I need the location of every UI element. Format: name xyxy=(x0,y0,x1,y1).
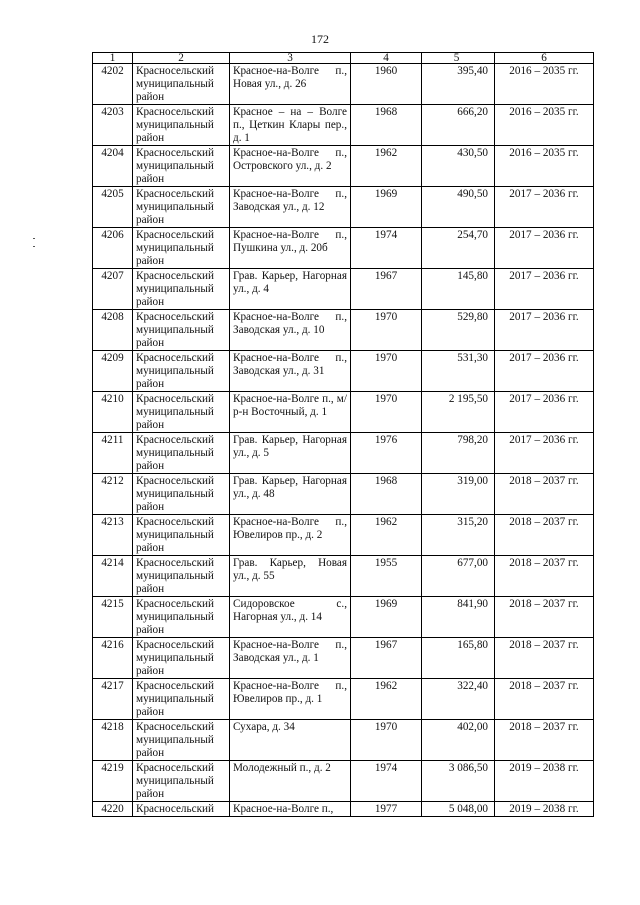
cell-number: 4210 xyxy=(93,392,133,433)
table-row xyxy=(93,720,594,761)
cell-number: 4205 xyxy=(93,187,133,228)
cell-period: 2018 – 2037 гг. xyxy=(495,556,594,597)
cell-period: 2018 – 2037 гг. xyxy=(495,515,594,556)
cell-area: 402,00 xyxy=(422,720,495,761)
cell-address: Грав. Карьер, Нагорная ул., д. 5 xyxy=(230,433,351,474)
cell-address: Красное-на-Волге п., Новая ул., д. 26 xyxy=(230,64,351,105)
cell-area: 430,50 xyxy=(422,146,495,187)
cell-area: 529,80 xyxy=(422,310,495,351)
cell-number: 4215 xyxy=(93,597,133,638)
cell-district: Красносельский муниципальный район xyxy=(133,351,230,392)
cell-number: 4204 xyxy=(93,146,133,187)
cell-district: Красносельский муниципальный район xyxy=(133,269,230,310)
cell-year: 1962 xyxy=(351,146,422,187)
cell-area: 2 195,50 xyxy=(422,392,495,433)
table-row xyxy=(93,556,594,597)
table-row xyxy=(93,515,594,556)
cell-year: 1976 xyxy=(351,433,422,474)
table-row xyxy=(93,433,594,474)
cell-year: 1974 xyxy=(351,761,422,802)
column-header: 4 xyxy=(351,53,422,64)
cell-period: 2016 – 2035 гг. xyxy=(495,64,594,105)
cell-district: Красносельский муниципальный район xyxy=(133,679,230,720)
cell-number: 4216 xyxy=(93,638,133,679)
cell-period: 2017 – 2036 гг. xyxy=(495,228,594,269)
cell-period: 2017 – 2036 гг. xyxy=(495,351,594,392)
cell-period: 2017 – 2036 гг. xyxy=(495,187,594,228)
column-header: 6 xyxy=(495,53,594,64)
table-row xyxy=(93,269,594,310)
cell-year: 1962 xyxy=(351,515,422,556)
cell-area: 322,40 xyxy=(422,679,495,720)
cell-year: 1969 xyxy=(351,187,422,228)
cell-district: Красносельский муниципальный район xyxy=(133,146,230,187)
column-header: 3 xyxy=(230,53,351,64)
scan-mark xyxy=(33,238,35,239)
cell-address: Грав. Карьер, Нагорная ул., д. 48 xyxy=(230,474,351,515)
cell-period: 2019 – 2038 гг. xyxy=(495,761,594,802)
cell-area: 490,50 xyxy=(422,187,495,228)
cell-address: Красное-на-Волге п., Островского ул., д. 2 xyxy=(230,146,351,187)
cell-address: Красное-на-Волге п., Заводская ул., д. 31 xyxy=(230,351,351,392)
scan-mark xyxy=(33,246,35,247)
cell-district: Красносельский муниципальный район xyxy=(133,228,230,269)
cell-district: Красносельский муниципальный район xyxy=(133,720,230,761)
cell-area: 145,80 xyxy=(422,269,495,310)
table-row xyxy=(93,679,594,720)
cell-district: Красносельский муниципальный район xyxy=(133,187,230,228)
cell-area: 5 048,00 xyxy=(422,802,495,817)
cell-area: 531,30 xyxy=(422,351,495,392)
table-row xyxy=(93,146,594,187)
cell-area: 395,40 xyxy=(422,64,495,105)
cell-period: 2017 – 2036 гг. xyxy=(495,392,594,433)
cell-period: 2018 – 2037 гг. xyxy=(495,679,594,720)
cell-address: Красное-на-Волге п., Пушкина ул., д. 20б xyxy=(230,228,351,269)
cell-area: 677,00 xyxy=(422,556,495,597)
cell-number: 4213 xyxy=(93,515,133,556)
cell-year: 1970 xyxy=(351,351,422,392)
housing-registry-table xyxy=(92,52,594,817)
cell-number: 4211 xyxy=(93,433,133,474)
cell-year: 1967 xyxy=(351,638,422,679)
table-row xyxy=(93,105,594,146)
cell-number: 4209 xyxy=(93,351,133,392)
cell-number: 4217 xyxy=(93,679,133,720)
cell-address: Сидоровское с., Нагорная ул., д. 14 xyxy=(230,597,351,638)
cell-number: 4212 xyxy=(93,474,133,515)
cell-district: Красносельский муниципальный район xyxy=(133,433,230,474)
cell-number: 4219 xyxy=(93,761,133,802)
table-row xyxy=(93,474,594,515)
cell-number: 4208 xyxy=(93,310,133,351)
cell-year: 1967 xyxy=(351,269,422,310)
table-header-row xyxy=(93,53,594,64)
table-row xyxy=(93,761,594,802)
cell-area: 841,90 xyxy=(422,597,495,638)
cell-area: 3 086,50 xyxy=(422,761,495,802)
cell-address: Молодежный п., д. 2 xyxy=(230,761,351,802)
cell-address: Красное-на-Волге п., Ювелиров пр., д. 2 xyxy=(230,515,351,556)
cell-period: 2017 – 2036 гг. xyxy=(495,310,594,351)
cell-year: 1968 xyxy=(351,105,422,146)
cell-area: 254,70 xyxy=(422,228,495,269)
cell-period: 2018 – 2037 гг. xyxy=(495,597,594,638)
cell-year: 1960 xyxy=(351,64,422,105)
cell-number: 4218 xyxy=(93,720,133,761)
cell-period: 2019 – 2038 гг. xyxy=(495,802,594,817)
cell-area: 165,80 xyxy=(422,638,495,679)
cell-number: 4207 xyxy=(93,269,133,310)
cell-year: 1970 xyxy=(351,392,422,433)
cell-district: Красносельский xyxy=(133,802,230,817)
cell-district: Красносельский муниципальный район xyxy=(133,597,230,638)
cell-district: Красносельский муниципальный район xyxy=(133,105,230,146)
cell-district: Красносельский муниципальный район xyxy=(133,638,230,679)
column-header: 2 xyxy=(133,53,230,64)
cell-address: Красное-на-Волге п., Заводская ул., д. 10 xyxy=(230,310,351,351)
cell-area: 319,00 xyxy=(422,474,495,515)
cell-district: Красносельский муниципальный район xyxy=(133,474,230,515)
cell-year: 1977 xyxy=(351,802,422,817)
cell-period: 2017 – 2036 гг. xyxy=(495,269,594,310)
page-number: 172 xyxy=(311,32,329,46)
cell-address: Красное – на – Волге п., Цеткин Клары пер., д. 1 xyxy=(230,105,351,146)
cell-period: 2018 – 2037 гг. xyxy=(495,638,594,679)
cell-address: Грав. Карьер, Новая ул., д. 55 xyxy=(230,556,351,597)
cell-period: 2018 – 2037 гг. xyxy=(495,720,594,761)
cell-address: Красное-на-Волге п., xyxy=(230,802,351,817)
cell-district: Красносельский муниципальный район xyxy=(133,310,230,351)
cell-district: Красносельский муниципальный район xyxy=(133,64,230,105)
cell-address: Красное-на-Волге п., Ювелиров пр., д. 1 xyxy=(230,679,351,720)
cell-period: 2016 – 2035 гг. xyxy=(495,105,594,146)
table-row xyxy=(93,64,594,105)
cell-number: 4214 xyxy=(93,556,133,597)
cell-address: Красное-на-Волге п., м/р-н Восточный, д. 1 xyxy=(230,392,351,433)
table-body xyxy=(93,64,594,817)
table-row xyxy=(93,351,594,392)
cell-address: Сухара, д. 34 xyxy=(230,720,351,761)
cell-area: 315,20 xyxy=(422,515,495,556)
cell-year: 1968 xyxy=(351,474,422,515)
cell-district: Красносельский муниципальный район xyxy=(133,556,230,597)
table-row xyxy=(93,802,594,817)
cell-area: 666,20 xyxy=(422,105,495,146)
cell-district: Красносельский муниципальный район xyxy=(133,392,230,433)
cell-district: Красносельский муниципальный район xyxy=(133,515,230,556)
cell-number: 4203 xyxy=(93,105,133,146)
column-header: 1 xyxy=(93,53,133,64)
table-row xyxy=(93,228,594,269)
cell-year: 1970 xyxy=(351,310,422,351)
cell-period: 2018 – 2037 гг. xyxy=(495,474,594,515)
cell-year: 1962 xyxy=(351,679,422,720)
cell-number: 4202 xyxy=(93,64,133,105)
cell-period: 2016 – 2035 гг. xyxy=(495,146,594,187)
table-row xyxy=(93,187,594,228)
cell-address: Красное-на-Волге п., Заводская ул., д. 1 xyxy=(230,638,351,679)
column-header: 5 xyxy=(422,53,495,64)
cell-address: Красное-на-Волге п., Заводская ул., д. 12 xyxy=(230,187,351,228)
cell-address: Грав. Карьер, Нагорная ул., д. 4 xyxy=(230,269,351,310)
table-row xyxy=(93,597,594,638)
cell-year: 1970 xyxy=(351,720,422,761)
cell-number: 4220 xyxy=(93,802,133,817)
table-row xyxy=(93,310,594,351)
table-row xyxy=(93,392,594,433)
cell-year: 1969 xyxy=(351,597,422,638)
cell-year: 1955 xyxy=(351,556,422,597)
cell-year: 1974 xyxy=(351,228,422,269)
cell-area: 798,20 xyxy=(422,433,495,474)
cell-period: 2017 – 2036 гг. xyxy=(495,433,594,474)
cell-number: 4206 xyxy=(93,228,133,269)
cell-district: Красносельский муниципальный район xyxy=(133,761,230,802)
table-row xyxy=(93,638,594,679)
